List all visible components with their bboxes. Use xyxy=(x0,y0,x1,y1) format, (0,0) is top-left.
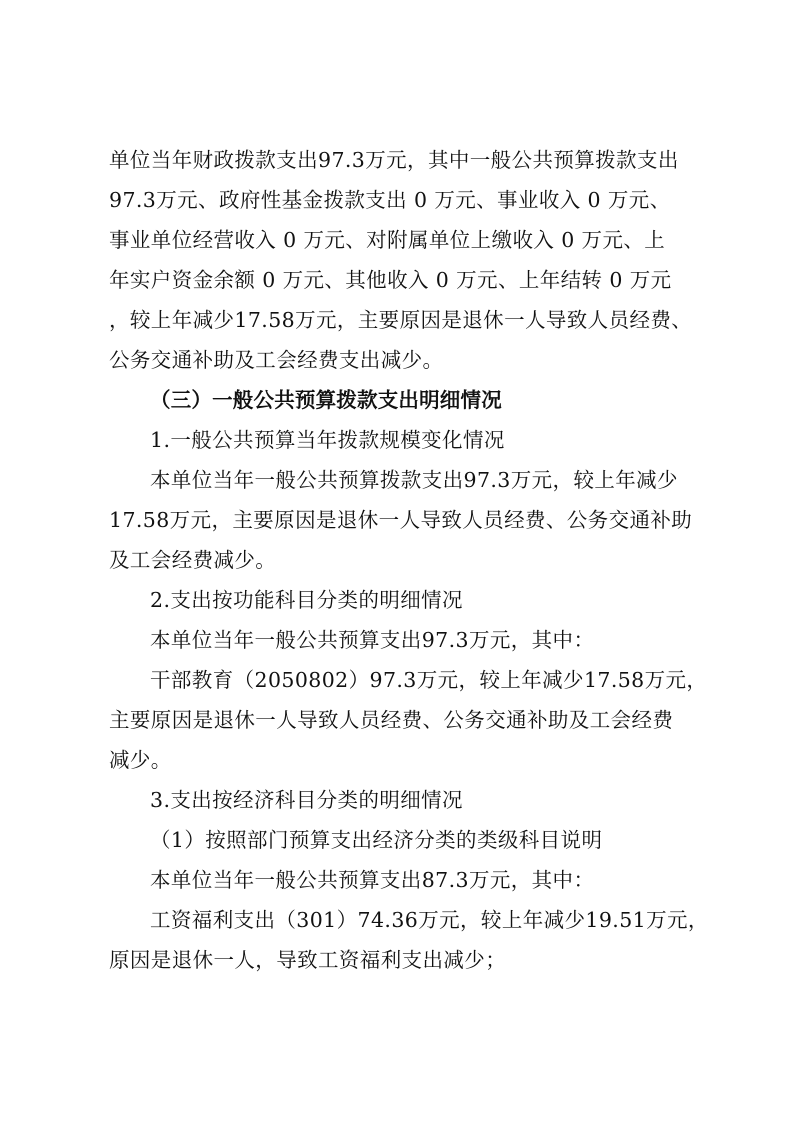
text-line xyxy=(0,900,792,940)
line-text: 本单位当年一般公共预算拨款支出97.3万元，较上年减少 xyxy=(150,468,678,492)
text-line xyxy=(0,260,792,300)
section-heading xyxy=(0,380,792,420)
line-text: 3.支出按经济科目分类的明细情况 xyxy=(150,788,463,812)
text-line xyxy=(0,300,792,340)
subsection-heading xyxy=(0,820,792,860)
line-text: 减少。 xyxy=(109,748,172,772)
heading-text: （三）一般公共预算拨款支出明细情况 xyxy=(150,388,502,412)
line-text: 及工会经费减少。 xyxy=(109,548,277,572)
text-line xyxy=(0,940,792,980)
text-line xyxy=(0,620,792,660)
line-text: 1.一般公共预算当年拨款规模变化情况 xyxy=(150,428,505,452)
text-line xyxy=(0,660,792,700)
line-text: 17.58万元，主要原因是退休一人导致人员经费、公务交通补助 xyxy=(109,508,693,532)
line-text: 2.支出按功能科目分类的明细情况 xyxy=(150,588,463,612)
line-text: 工资福利支出（301）74.36万元，较上年减少19.51万元， xyxy=(150,908,709,932)
line-text: 主要原因是退休一人导致人员经费、公务交通补助及工会经费 xyxy=(109,708,674,732)
line-text: 原因是退休一人，导致工资福利支出减少； xyxy=(109,948,507,972)
text-line xyxy=(0,180,792,220)
line-text: 干部教育（2050802）97.3万元，较上年减少17.58万元， xyxy=(150,668,708,692)
subsection-heading xyxy=(0,780,792,820)
line-text: 97.3万元、政府性基金拨款支出 0 万元、事业收入 0 万元、 xyxy=(109,188,671,212)
line-text: 本单位当年一般公共预算支出87.3万元，其中： xyxy=(150,868,595,892)
text-line xyxy=(0,460,792,500)
text-line xyxy=(0,700,792,740)
line-text: 单位当年财政拨款支出97.3万元，其中一般公共预算拨款支出 xyxy=(109,148,679,172)
text-line xyxy=(0,340,792,380)
line-text: 公务交通补助及工会经费支出减少。 xyxy=(109,348,444,372)
subsection-heading xyxy=(0,420,792,460)
subsection-heading xyxy=(0,580,792,620)
text-line xyxy=(0,500,792,540)
line-text: 事业单位经营收入 0 万元、对附属单位上缴收入 0 万元、上 xyxy=(109,228,666,252)
text-line xyxy=(0,740,792,780)
line-text: ，较上年减少17.58万元，主要原因是退休一人导致人员经费、 xyxy=(109,308,693,332)
line-text: 年实户资金余额 0 万元、其他收入 0 万元、上年结转 0 万元 xyxy=(109,268,672,292)
text-line xyxy=(0,220,792,260)
text-line xyxy=(0,540,792,580)
line-text: 本单位当年一般公共预算支出97.3万元，其中： xyxy=(150,628,595,652)
text-line xyxy=(0,140,792,180)
line-text: （1）按照部门预算支出经济分类的类级科目说明 xyxy=(150,828,603,852)
text-line xyxy=(0,860,792,900)
